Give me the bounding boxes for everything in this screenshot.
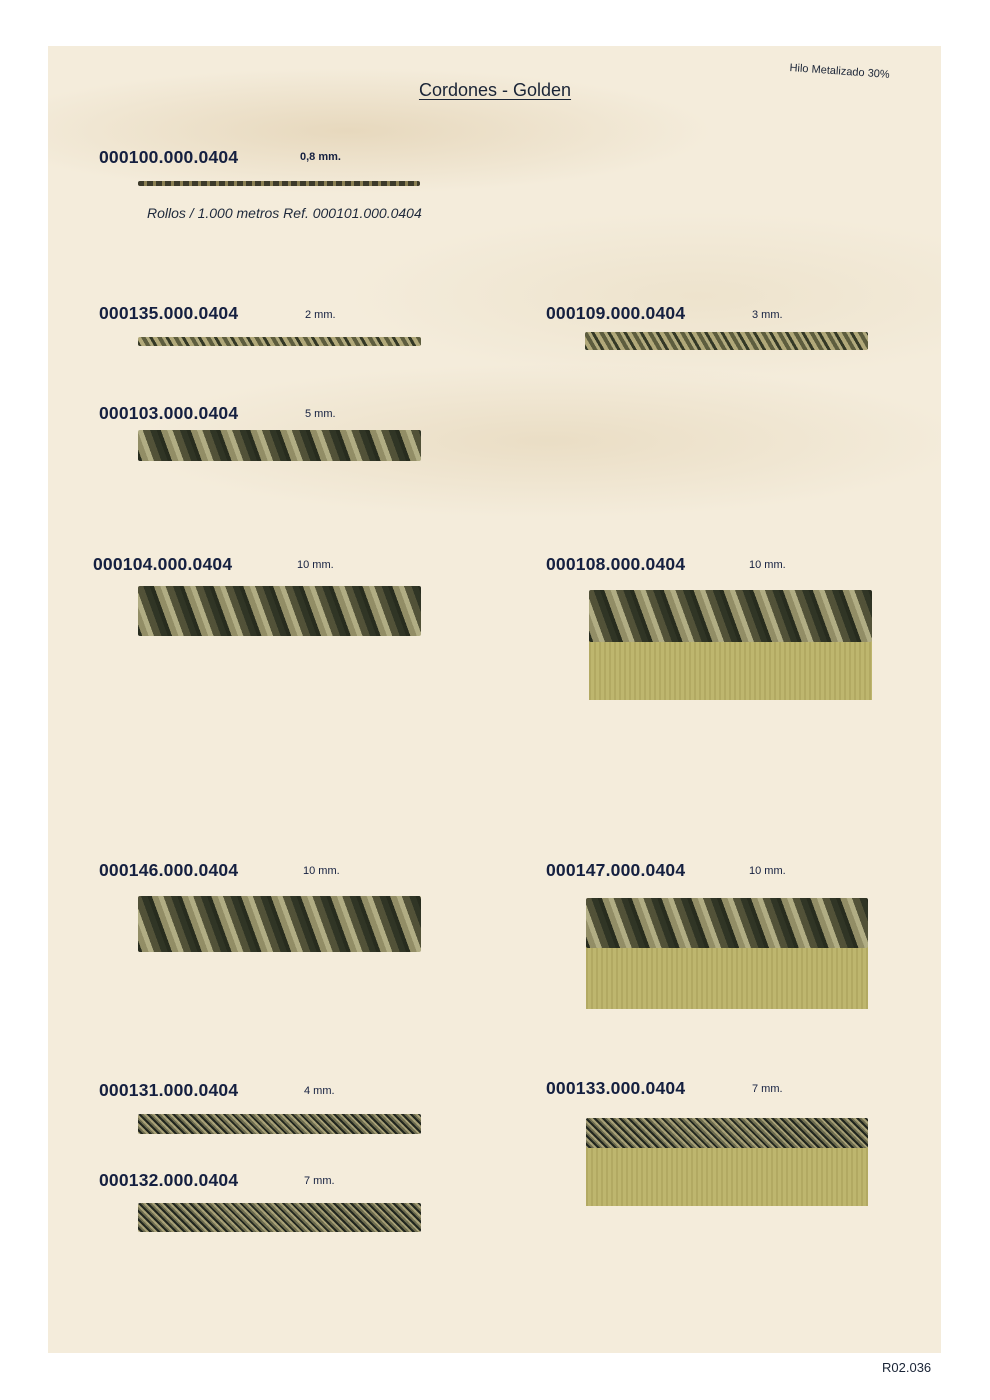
page-title: [0, 80, 990, 101]
product-ref: 000147.000.0404: [546, 860, 686, 880]
cord-swatch-000132: [138, 1203, 421, 1232]
cord-swatch-000146: [138, 896, 421, 952]
cord-swatch-000104: [138, 586, 421, 636]
product-size: 5 mm.: [305, 408, 336, 420]
product-size: 10 mm.: [303, 865, 340, 877]
product-ref: 000100.000.0404: [99, 147, 239, 167]
product-size: 10 mm.: [749, 559, 786, 571]
cord-swatch-000147: [586, 898, 868, 948]
cord-swatch-000108: [589, 590, 872, 642]
product-size: 10 mm.: [297, 559, 334, 571]
cord-swatch-000109: [585, 332, 868, 350]
product-ref: 000103.000.0404: [99, 403, 239, 423]
product-size: 7 mm.: [304, 1175, 335, 1187]
product-size: 7 mm.: [752, 1083, 783, 1095]
product-size: 2 mm.: [305, 309, 336, 321]
product-ref: 000109.000.0404: [546, 303, 686, 323]
product-size: 0,8 mm.: [300, 151, 341, 163]
cord-swatch-000100: [138, 181, 420, 186]
material-note: Hilo Metalizado 30%: [789, 62, 891, 81]
cord-swatch-000133: [586, 1118, 868, 1148]
rollos-note: Rollos / 1.000 metros Ref. 000101.000.0404: [147, 205, 422, 221]
product-ref: 000131.000.0404: [99, 1080, 239, 1100]
product-ref: 000133.000.0404: [546, 1078, 686, 1098]
cord-swatch-000131: [138, 1114, 421, 1134]
product-ref: 000146.000.0404: [99, 860, 239, 880]
cord-swatch-000103: [138, 430, 421, 461]
product-ref: 000104.000.0404: [93, 554, 233, 574]
page-title-text: Cordones - Golden: [418, 80, 572, 100]
product-size: 4 mm.: [304, 1085, 335, 1097]
cord-swatch-000135: [138, 337, 421, 346]
page-code: R02.036: [882, 1360, 932, 1375]
product-ref: 000132.000.0404: [99, 1170, 239, 1190]
tape-swatch-000133: [586, 1140, 868, 1206]
product-ref: 000135.000.0404: [99, 303, 239, 323]
product-size: 10 mm.: [749, 865, 786, 877]
product-ref: 000108.000.0404: [546, 554, 686, 574]
product-size: 3 mm.: [752, 309, 783, 321]
